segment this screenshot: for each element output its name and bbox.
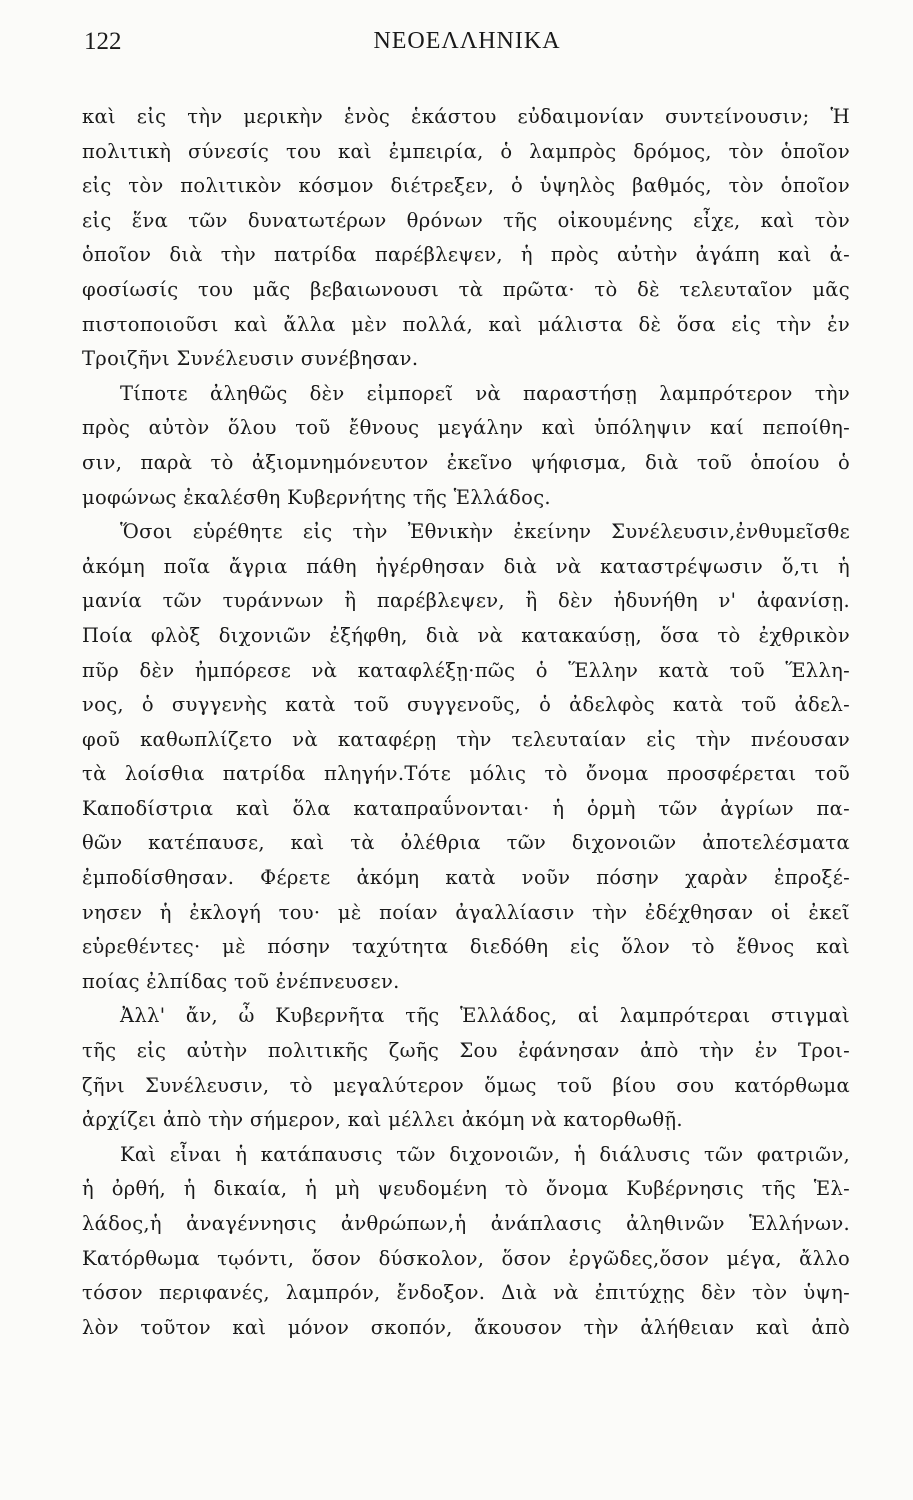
text-line: Ἀλλ' ἄν, ὦ Κυβερνῆτα τῆς Ἑλλάδος, αἱ λαμπρότεραι στιγμαὶ	[120, 1004, 850, 1028]
text-line: λὸν τοῦτον καὶ μόνον σκοπόν, ἄκουσον τὴν ἀλήθειαν καὶ ἀπὸ	[82, 1315, 850, 1339]
body-text	[82, 100, 850, 1345]
text-line: νησεν ἡ ἐκλογή του· μὲ ποίαν ἀγαλλίασιν τὴν ἐδέχθησαν οἱ ἐκεῖ	[82, 900, 850, 924]
text-line: φοσίωσίς του μᾶς βεβαιωνουσι τὰ πρῶτα· τὸ δὲ τελευταῖον μᾶς	[82, 277, 850, 301]
text-line: ἀρχίζει ἀπὸ τὴν σήμερον, καὶ μέλλει ἀκόμη νὰ κατορθωθῇ.	[82, 1108, 683, 1132]
page-header	[84, 28, 850, 68]
text-line: Καποδίστρια καὶ ὅλα καταπραΰνονται· ἡ ὁρμὴ τῶν ἀγρίων πα-	[82, 796, 850, 820]
text-line: Τροιζῆνι Συνέλευσιν συνέβησαν.	[82, 347, 419, 371]
text-line: πιστοποιοῦσι καὶ ἄλλα μὲν πολλά, καὶ μάλιστα δὲ ὅσα εἰς τὴν ἐν	[82, 312, 850, 336]
text-line: μοφώνως ἐκαλέσθη Κυβερνήτης τῆς Ἑλλάδος.	[82, 485, 551, 509]
text-line: ἡ ὀρθή, ἡ δικαία, ἡ μὴ ψευδομένη τὸ ὄνομα Κυβέρνησις τῆς Ἑλ-	[82, 1177, 850, 1201]
text-line: μανία τῶν τυράννων ἢ παρέβλεψεν, ἢ δὲν ἠδυνήθη ν' ἀφανίσῃ.	[82, 589, 850, 613]
text-line: εἰς ἕνα τῶν δυνατωτέρων θρόνων τῆς οἰκουμένης εἶχε, καὶ τὸν	[82, 208, 850, 232]
text-line: φοῦ καθωπλίζετο νὰ καταφέρῃ τὴν τελευταίαν εἰς τὴν πνέουσαν	[82, 727, 850, 751]
text-line: ποίας ἐλπίδας τοῦ ἐνέπνευσεν.	[82, 969, 400, 993]
text-line: Ποία φλὸξ διχονιῶν ἐξήφθη, διὰ νὰ κατακαύσῃ, ὅσα τὸ ἐχθρικὸν	[82, 623, 850, 647]
text-line: τὰ λοίσθια πατρίδα πληγήν.Τότε μόλις τὸ ὄνομα προσφέρεται τοῦ	[82, 762, 850, 786]
page-number: 122	[84, 28, 122, 55]
text-line: ἐμποδίσθησαν. Φέρετε ἀκόμη κατὰ νοῦν πόσην χαρὰν ἐπροξέ-	[82, 866, 850, 890]
text-line: ὁποῖον διὰ τὴν πατρίδα παρέβλεψεν, ἡ πρὸς αὐτὴν ἀγάπη καὶ ἀ-	[82, 243, 850, 267]
text-line: Καὶ εἶναι ἡ κατάπαυσις τῶν διχονοιῶν, ἡ διάλυσις τῶν φατριῶν,	[120, 1142, 850, 1166]
text-line: νος, ὁ συγγενὴς κατὰ τοῦ συγγενοῦς, ὁ ἀδελφὸς κατὰ τοῦ ἀδελ-	[82, 693, 850, 717]
text-line: θῶν κατέπαυσε, καὶ τὰ ὀλέθρια τῶν διχονοιῶν ἀποτελέσματα	[82, 831, 850, 855]
text-line: Κατόρθωμα τῳόντι, ὅσον δύσκολον, ὅσον ἐργῶδες,ὅσον μέγα, ἄλλο	[82, 1246, 850, 1270]
text-line: σιν, παρὰ τὸ ἀξιομνημόνευτον ἐκεῖνο ψήφισμα, διὰ τοῦ ὁποίου ὁ	[82, 450, 850, 474]
text-line: Ὅσοι εὑρέθητε εἰς τὴν Ἐθνικὴν ἐκείνην Συνέλευσιν,ἐνθυμεῖσθε	[120, 520, 850, 544]
text-line: ζῆνι Συνέλευσιν, τὸ μεγαλύτερον ὅμως τοῦ βίου σου κατόρθωμα	[82, 1073, 850, 1097]
text-line: καὶ εἰς τὴν μερικὴν ἑνὸς ἑκάστου εὐδαιμονίαν συντείνουσιν; Ἡ	[82, 105, 850, 128]
text-line: πολιτικὴ σύνεσίς του καὶ ἐμπειρία, ὁ λαμπρὸς δρόμος, τὸν ὁποῖον	[82, 139, 850, 163]
text-line: λάδος,ἡ ἀναγέννησις ἀνθρώπων,ἡ ἀνάπλασις ἀληθινῶν Ἑλλήνων.	[82, 1212, 850, 1235]
text-line: τῆς εἰς αὐτὴν πολιτικῆς ζωῆς Σου ἐφάνησαν ἀπὸ τὴν ἐν Τροι-	[82, 1039, 850, 1063]
text-line: πρὸς αὐτὸν ὅλου τοῦ ἔθνους μεγάλην καὶ ὑπόληψιν καί πεποίθη-	[82, 416, 850, 440]
text-line: Τίποτε ἀληθῶς δὲν εἰμπορεῖ νὰ παραστήσῃ λαμπρότερον τὴν	[120, 381, 850, 405]
text-line: πῦρ δὲν ἠμπόρεσε νὰ καταφλέξῃ·πῶς ὁ Ἕλλην κατὰ τοῦ Ἕλλη-	[82, 658, 850, 682]
text-line: ἀκόμη ποῖα ἄγρια πάθη ἠγέρθησαν διὰ νὰ καταστρέψωσιν ὅ,τι ἡ	[82, 554, 850, 578]
text-line: τόσον περιφανές, λαμπρόν, ἔνδοξον. Διὰ νὰ ἐπιτύχῃς δὲν τὸν ὑψη-	[82, 1281, 850, 1305]
text-line: εἰς τὸν πολιτικὸν κόσμον διέτρεξεν, ὁ ὑψηλὸς βαθμός, τὸν ὁποῖον	[82, 174, 850, 198]
text-line: εὑρεθέντες· μὲ πόσην ταχύτητα διεδόθη εἰς ὅλον τὸ ἔθνος καὶ	[82, 935, 850, 959]
running-title: ΝΕΟΕΛΛΗΝΙΚΑ	[373, 28, 561, 54]
